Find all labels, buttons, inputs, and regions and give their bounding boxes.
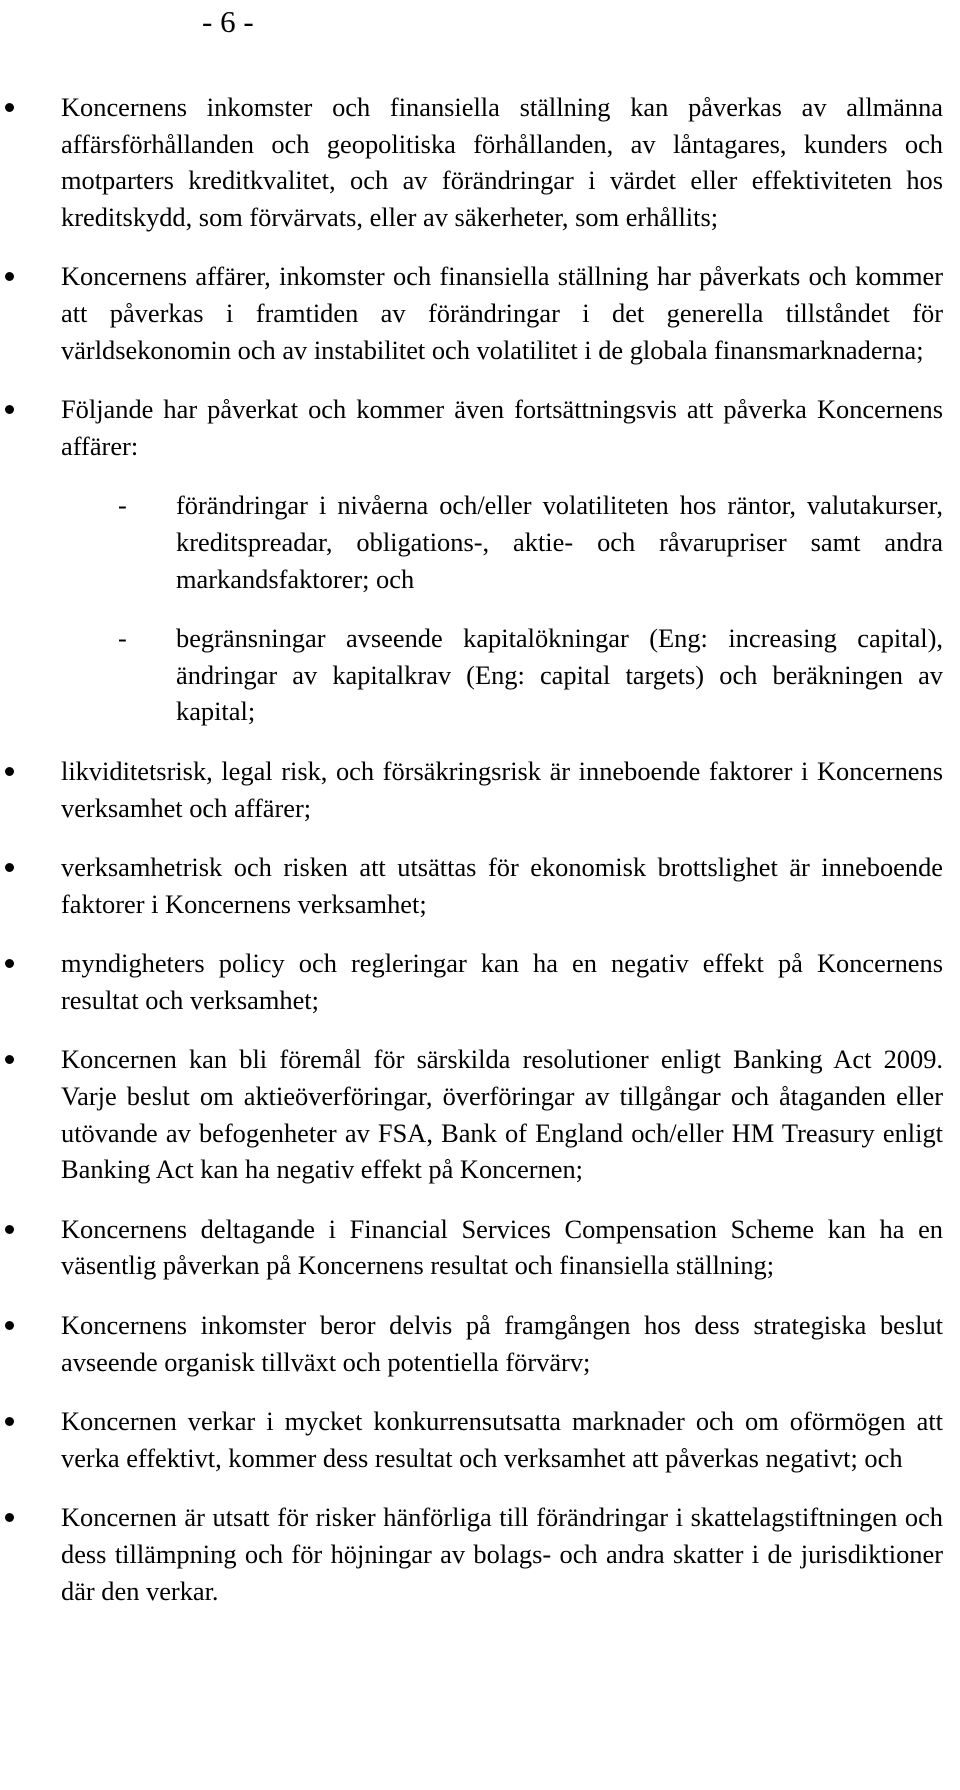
- list-item: [0, 1041, 960, 1187]
- list-item-text: Koncernens deltagande i Financial Services Compensation Scheme kan ha en väsentlig påverkan på Koncernens resultat och finansiella ställning;: [61, 1213, 943, 1281]
- sub-list-item: [61, 620, 943, 730]
- list-item: [0, 849, 960, 922]
- list-item-text: Koncernen kan bli föremål för särskilda resolutioner enligt Banking Act 2009. Varje beslut om aktieöverföringar, överföringar av tillgångar och åtaganden eller utövande av befogenheter av FSA, Bank of England och/eller HM Treasury enligt Banking Act kan ha negativ effekt på Koncernen;: [61, 1044, 943, 1185]
- list-item-text: Koncernens inkomster beror delvis på framgången hos dess strategiska beslut avseende organisk tillväxt och potentiella förvärv;: [61, 1310, 943, 1377]
- sub-list-item-text: begränsningar avseende kapitalökningar (Eng: increasing capital), ändringar av kapitalkrav (Eng: capital targets) och beräkningen av kapital;: [176, 623, 943, 727]
- dash-marker: -: [118, 623, 127, 654]
- list-item-text: Koncernens affärer, inkomster och finansiella ställning har påverkats och kommer att påverkas i framtiden av förändringar i det generella tillståndet för världsekonomin och av instabilitet och volatilitet i de globala finansmarknaderna;: [61, 261, 943, 365]
- dash-marker: -: [118, 490, 127, 521]
- bullet-icon: [5, 103, 14, 112]
- bullet-icon: [5, 1321, 14, 1330]
- risk-factor-list: [0, 89, 960, 1632]
- list-item: [0, 258, 960, 368]
- list-item: [0, 1211, 960, 1284]
- sub-list-item-text: förändringar i nivåerna och/eller volatiliteten hos räntor, valutakurser, kreditspreadar, obligations-, aktie- och råvarupriser samt andra markandsfaktorer; och: [176, 490, 943, 594]
- list-item-text: likviditetsrisk, legal risk, och försäkringsrisk är inneboende faktorer i Koncernens verksamhet och affärer;: [61, 755, 943, 823]
- list-item: [0, 89, 960, 235]
- list-item: [0, 945, 960, 1018]
- bullet-icon: [5, 767, 14, 776]
- bullet-icon: [5, 1513, 14, 1522]
- bullet-icon: [5, 959, 14, 968]
- list-item-text: myndigheters policy och regleringar kan ha en negativ effekt på Koncernens resultat och verksamhet;: [61, 948, 943, 1015]
- list-item: [0, 391, 960, 730]
- list-item: [0, 1499, 960, 1609]
- list-item-text: Koncernens inkomster och finansiella ställning kan påverkas av allmänna affärsförhållanden och geopolitiska förhållanden, av låntagares, kunders och motparters kreditkvalitet, och av förändringar i värdet eller effektiviteten hos kreditskydd, som förvärvats, eller av säkerheter, som erhållits;: [61, 92, 943, 232]
- page-number: - 6 -: [202, 4, 254, 39]
- bullet-icon: [5, 1225, 14, 1234]
- list-item-text: Koncernen är utsatt för risker hänförliga till förändringar i skattelagstiftningen och dess tillämpning och för höjningar av bolags- och andra skatter i de jurisdiktioner där den verkar.: [61, 1502, 943, 1606]
- list-item-text: verksamhetrisk och risken att utsättas för ekonomisk brottslighet är inneboende faktorer i Koncernens verksamhet;: [61, 852, 943, 919]
- bullet-icon: [5, 1055, 14, 1064]
- sub-list: [61, 487, 943, 730]
- sub-list-item: [61, 487, 943, 597]
- bullet-icon: [5, 405, 14, 414]
- list-item: [0, 753, 960, 826]
- bullet-icon: [5, 1417, 14, 1426]
- list-item: [0, 1307, 960, 1380]
- list-item: [0, 1403, 960, 1476]
- list-item-text: Följande har påverkat och kommer även fortsättningsvis att påverka Koncernens affärer:: [61, 394, 943, 461]
- list-item-text: Koncernen verkar i mycket konkurrensutsatta marknader och om oförmögen att verka effektivt, kommer dess resultat och verksamhet att påverkas negativt; och: [61, 1406, 943, 1473]
- bullet-icon: [5, 863, 14, 872]
- bullet-icon: [5, 272, 14, 281]
